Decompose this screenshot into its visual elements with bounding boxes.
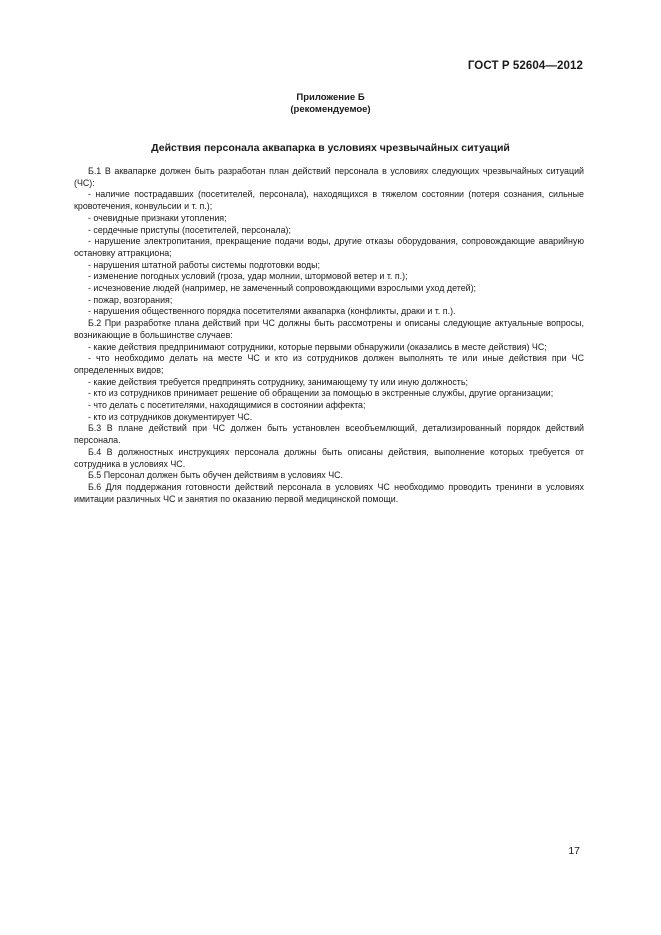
list-item: - нарушения общественного порядка посетителями аквапарка (конфликты, драки и т. п.). bbox=[88, 306, 456, 317]
list-item: - что необходимо делать на месте ЧС и кто из сотрудников должен выполнять те или иные действия при ЧС определенных видов; bbox=[74, 353, 584, 375]
annex-title: Приложение Б bbox=[296, 92, 365, 103]
paragraph: Б.1 В аквапарке должен быть разработан план действий персонала в условиях следующих чрезвычайных ситуаций (ЧС): bbox=[74, 166, 584, 188]
list-item: - пожар, возгорания; bbox=[88, 294, 173, 305]
paragraph: Б.2 При разработке плана действий при ЧС должны быть рассмотрены и описаны следующие актуальные вопросы, возникающие в большинстве случаев: bbox=[74, 318, 584, 340]
list-item: - кто из сотрудников принимает решение об обращении за помощью в экстренные службы, другие организации; bbox=[88, 388, 554, 399]
list-item: - что делать с посетителями, находящимися в состоянии аффекта; bbox=[88, 400, 366, 411]
list-item: - сердечные приступы (посетителей, персонала); bbox=[88, 224, 291, 235]
annex-heading bbox=[0, 92, 661, 116]
paragraph: Б.6 Для поддержания готовности действий персонала в условиях ЧС необходимо проводить тренинги в условиях имитации различных ЧС и занятия по оказанию первой медицинской помощи. bbox=[74, 481, 584, 504]
list-item: - нарушения штатной работы системы подготовки воды; bbox=[88, 259, 320, 270]
list-item: - нарушение электропитания, прекращение подачи воды, другие отказы оборудования, сопровождающие аварийную остановку аттракциона; bbox=[74, 236, 584, 258]
annex-subtitle: (рекомендуемое) bbox=[290, 104, 371, 115]
page-number: 17 bbox=[568, 845, 580, 857]
paragraph: Б.3 В плане действий при ЧС должен быть установлен всеобъемлющий, детализированный порядок действий персонала. bbox=[74, 423, 584, 446]
document-code: ГОСТ Р 52604—2012 bbox=[467, 60, 583, 72]
paragraph: Б.4 В должностных инструкциях персонала должны быть описаны действия, выполнение которых требуется от сотрудника в условиях ЧС. bbox=[74, 446, 584, 469]
list-item: - очевидные признаки утопления; bbox=[88, 212, 227, 223]
list-item: - кто из сотрудников документирует ЧС. bbox=[88, 411, 253, 422]
list-item: - исчезновение людей (например, не замеченный сопровождающими взрослыми уход детей); bbox=[88, 283, 477, 294]
section-title: Действия персонала аквапарка в условиях чрезвычайных ситуаций bbox=[151, 142, 510, 154]
paragraph: Б.5 Персонал должен быть обучен действиям в условиях ЧС. bbox=[88, 470, 343, 481]
list-item: - какие действия требуется предпринять сотруднику, занимающему ту или иную должность; bbox=[88, 376, 468, 387]
list-item: - какие действия предпринимают сотрудники, которые первыми обнаружили (оказались в месте действия) ЧС; bbox=[88, 341, 547, 352]
list-item: - наличие пострадавших (посетителей, персонала), находящихся в тяжелом состоянии (потеря сознания, сильные кровотечения, конвульсии и т. п.); bbox=[74, 189, 584, 212]
list-item: - изменение погодных условий (гроза, удар молнии, штормовой ветер и т. п.); bbox=[88, 271, 408, 282]
body-text bbox=[74, 166, 584, 505]
